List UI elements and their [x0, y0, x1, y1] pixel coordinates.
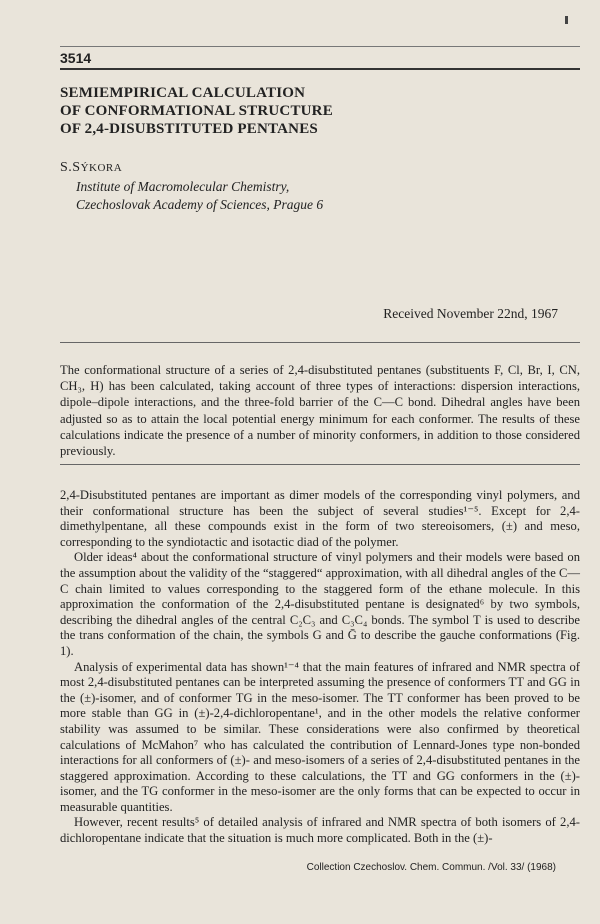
page-number: 3514: [60, 50, 92, 66]
title-line: OF CONFORMATIONAL STRUCTURE: [60, 103, 333, 119]
article-title: [60, 84, 540, 138]
abstract-rule-top: [60, 342, 580, 343]
article-body: [60, 488, 580, 847]
body-paragraph: However, recent results⁵ of detailed analysis of infrared and NMR spectra of both isomers of 2,4-dichloropentane indicate that the situation is much more complicated. Both in the (±)-: [60, 815, 580, 846]
affiliation-line: Czechoslovak Academy of Sciences, Prague 6: [76, 197, 324, 212]
body-paragraph: Older ideas⁴ about the conformational structure of vinyl polymers and their models were based on the assumption about the validity of the “staggered“ approximation, with all dihedral angles of the C—C chain limited to values corresponding to the staggered form of the ethane molecule. In this approximation the conformation of the 2,4-disubstituted pentane is designated⁶ by two symbols, describing the dihedral angles of the central C₂C₃ and C₃C₄ bonds. The symbol T is used to describe the trans conformation of the chain, the symbols G and Ḡ to describe the gauche conformations (Fig. 1).: [60, 550, 580, 658]
scan-speck: [565, 16, 568, 24]
title-line: OF 2,4-DISUBSTITUTED PENTANES: [60, 121, 318, 137]
header-rule-thin: [60, 46, 580, 47]
title-line: SEMIEMPIRICAL CALCULATION: [60, 85, 306, 101]
header-rule-thick: [60, 68, 580, 70]
author-name: [60, 160, 122, 176]
body-paragraph: Analysis of experimental data has shown¹⁻⁴ that the main features of infrared and NMR spectra of most 2,4-disubstituted pentanes can be interpreted assuming the presence of conformers TT and GG in the (±)-isomer, and of conformer TG in the meso-isomer. The TT conformer has been proved to be more stable than GG in (±)-2,4-dichloropentane¹, and in the other models the relative conformer stability was assumed to be similar. These considerations were also confirmed by theoretical calculations of McMahon⁷ who has calculated the contribution of Lennard-Jones type non-bonded interactions for all conformers of (±)- and meso-isomers of a series of 2,4-disubstituted pentanes in the staggered approximation. According to these calculations, the TT and GG conformers in the (±)-isomer, and the TG conformer in the meso-isomer are the only forms that can be expected to occur in measurable quantities.: [60, 659, 580, 814]
author-affiliation: [76, 178, 323, 214]
abstract-rule-bottom: [60, 464, 580, 465]
affiliation-line: Institute of Macromolecular Chemistry,: [76, 179, 290, 194]
author-initial: S.S: [60, 160, 81, 175]
journal-citation: Collection Czechoslov. Chem. Commun. /Vol. 33/ (1968): [306, 862, 556, 873]
received-date: Received November 22nd, 1967: [383, 306, 558, 321]
abstract: The conformational structure of a series of 2,4-disubstituted pentanes (substituents F, Cl, Br, I, CN, CH₃, H) has been calculated, taking account of three types of interactions: dispersion interactions, dipole–dipole interactions, and the three-fold barrier of the C—C bond. Dihedral angles have been adjusted so as to attain the local potential energy minimum for each conformer. The results of these calculations indicate the presence of a number of minority conformers, in addition to those considered previously.: [60, 363, 580, 459]
body-paragraph: 2,4-Disubstituted pentanes are important as dimer models of the corresponding vinyl polymers, and their conformational structure has been the subject of several studies¹⁻⁵. Except for 2,4-dimethylpentane, all these compounds exist in the form of two stereoisomers, (±) and meso, corresponding to the syndiotactic and isotactic diad of the polymer.: [60, 488, 580, 549]
author-surname: ÝKORA: [80, 162, 123, 174]
